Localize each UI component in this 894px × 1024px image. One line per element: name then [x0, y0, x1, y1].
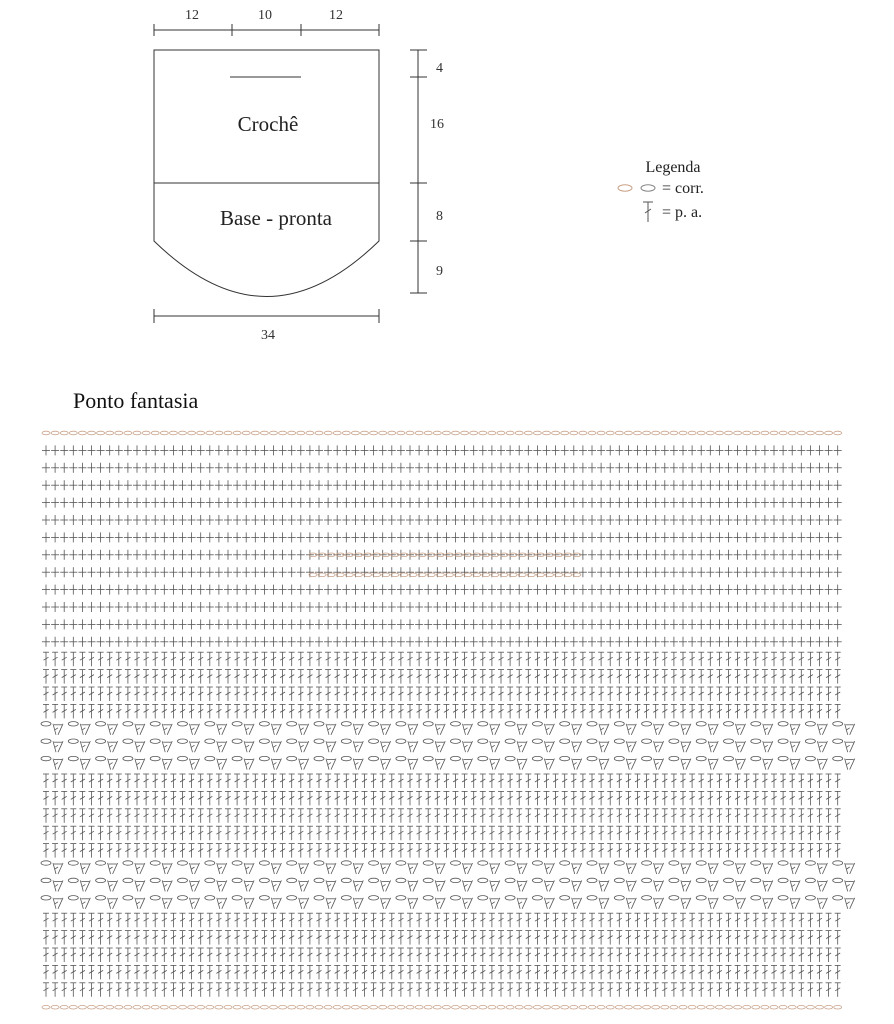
stitch-row-sc	[42, 602, 842, 612]
side-dimension-base: 8	[436, 209, 443, 224]
stitch-row-sc	[42, 585, 842, 595]
stitch-row-dc	[43, 931, 841, 945]
stitch-row-shell	[41, 861, 855, 874]
stitch-chart	[0, 420, 894, 1020]
bag-schematic-diagram	[0, 0, 894, 420]
stitch-row-sc	[42, 532, 842, 542]
stitch-row-sc	[42, 619, 842, 629]
stitch-row-dc	[43, 983, 841, 997]
stitch-row-dc	[43, 844, 841, 858]
stitch-row-dc	[43, 774, 841, 788]
lower-panel-label: Base - pronta	[220, 206, 332, 230]
stitch-row-dc	[43, 687, 841, 701]
top-dimension-right: 12	[329, 8, 343, 23]
stitch-row-dc	[43, 791, 841, 805]
legend-chain-text: = corr.	[662, 180, 704, 197]
chain-stitch-icon	[618, 185, 655, 191]
stitch-row-sc	[42, 567, 842, 577]
stitch-row-chain	[42, 431, 842, 435]
stitch-row-shell	[41, 739, 855, 752]
upper-panel-label: Crochê	[237, 112, 299, 136]
stitch-row-sc	[42, 480, 842, 490]
bottom-dimension: 34	[261, 328, 275, 343]
legend-title: Legenda	[645, 159, 701, 176]
side-dimension-top: 4	[436, 61, 443, 76]
top-dimension-middle: 10	[258, 8, 272, 23]
legend	[618, 159, 704, 222]
side-dimension-crochet: 16	[430, 117, 444, 132]
stitch-row-dc	[43, 809, 841, 823]
stitch-chart-marks	[41, 431, 855, 1009]
stitch-row-dc	[43, 948, 841, 962]
stitch-row-sc	[42, 515, 842, 525]
stitch-row-sc	[42, 550, 842, 560]
stitch-row-dc	[43, 652, 841, 666]
base-panel	[154, 183, 379, 297]
stitch-row-sc	[42, 445, 842, 455]
side-dimension-curve: 9	[436, 264, 443, 279]
stitch-row-shell	[41, 896, 855, 909]
top-dimension-left: 12	[185, 8, 199, 23]
stitch-row-dc	[43, 965, 841, 979]
stitch-row-dc	[43, 704, 841, 718]
stitch-row-sc	[42, 463, 842, 473]
stitch-row-shell	[41, 878, 855, 891]
stitch-row-sc	[42, 637, 842, 647]
stitch-row-dc	[43, 670, 841, 684]
double-crochet-icon	[643, 202, 653, 222]
stitch-chart-title: Ponto fantasia	[73, 388, 199, 413]
stitch-row-dc	[43, 826, 841, 840]
stitch-row-dc	[43, 913, 841, 927]
stitch-row-sc	[42, 498, 842, 508]
legend-dc-text: = p. a.	[662, 204, 703, 221]
opening-chain-band	[309, 553, 581, 577]
stitch-row-shell	[41, 722, 855, 735]
stitch-row-shell	[41, 756, 855, 769]
stitch-row-chain	[42, 1005, 842, 1009]
